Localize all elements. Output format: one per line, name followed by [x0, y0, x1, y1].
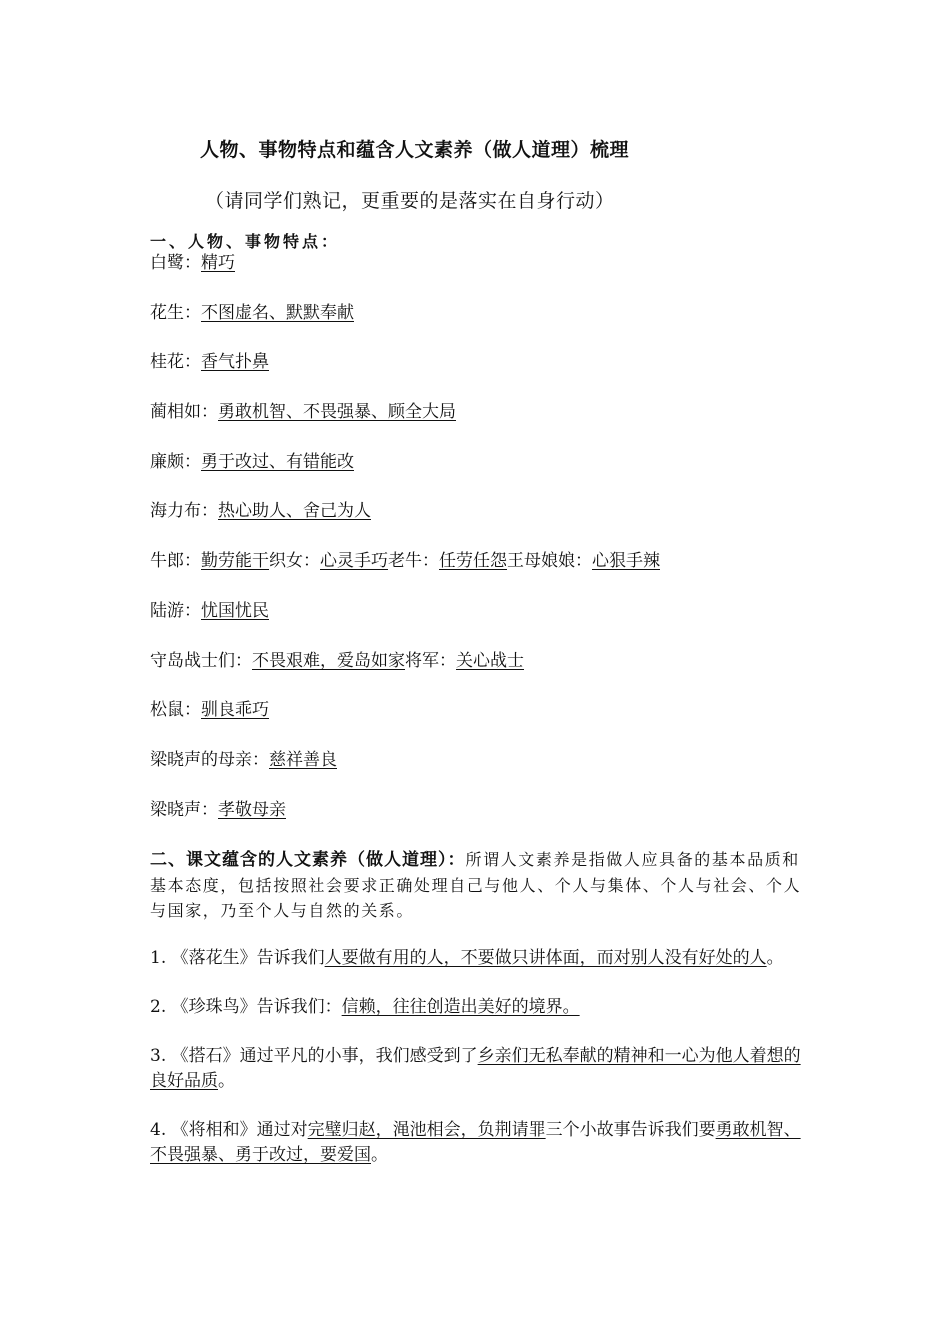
underlined-answer: 人要做有用的人，不要做只讲体面，而对别人没有好处的人	[324, 948, 767, 968]
trait-item	[150, 749, 810, 799]
section2-paragraph	[150, 847, 810, 923]
underlined-answer: 心灵手巧	[320, 551, 388, 572]
underlined-answer: 乡亲们无私奉献的精神和一心为他人着想的良好品质	[150, 1046, 801, 1091]
label-text: 。	[218, 1071, 235, 1091]
trait-item	[150, 699, 810, 749]
label-text: 。	[766, 948, 784, 968]
trait-item	[150, 799, 810, 849]
lesson-item	[150, 946, 810, 971]
underlined-answer: 驯良乖巧	[201, 700, 269, 721]
lesson-item	[150, 1118, 810, 1168]
label-text: 白鹭：	[150, 253, 201, 273]
underlined-answer: 忧国忧民	[201, 600, 269, 621]
underlined-answer: 香气扑鼻	[201, 352, 269, 373]
trait-item	[150, 351, 810, 401]
underlined-answer: 孝敬母亲	[218, 799, 286, 820]
trait-item	[150, 302, 810, 352]
page-subtitle: （请同学们熟记，更重要的是落实在自身行动）	[205, 190, 615, 212]
trait-item	[150, 650, 810, 700]
underlined-answer: 关心战士	[456, 650, 524, 671]
label-text: 松鼠：	[150, 700, 201, 721]
label-text: 将军：	[405, 650, 456, 671]
label-text: 海力布：	[150, 501, 218, 522]
label-text: 三个小故事告诉我们要	[545, 1120, 716, 1140]
label-text: 3. 《搭石》通过平凡的小事，我们感受到了	[150, 1046, 478, 1066]
label-text: 2. 《珍珠鸟》告诉我们：	[150, 997, 342, 1017]
trait-item	[150, 550, 810, 600]
label-text: 老牛：	[388, 551, 439, 572]
label-text: 。	[371, 1145, 388, 1165]
underlined-answer: 勤劳能干	[201, 551, 269, 572]
label-text: 4. 《将相和》通过对	[150, 1120, 308, 1140]
trait-item	[150, 451, 810, 501]
underlined-answer: 精巧	[201, 253, 235, 273]
trait-item	[150, 401, 810, 451]
section1-heading: 一、人物、事物特点：	[150, 232, 341, 251]
label-text: 花生：	[150, 302, 201, 323]
label-text: 牛郎：	[150, 551, 201, 572]
underlined-answer: 勇敢机智、不畏强暴、顾全大局	[218, 402, 456, 423]
label-text: 王母娘娘：	[507, 551, 592, 572]
underlined-answer: 信赖，往往创造出美好的境界。	[341, 997, 580, 1017]
label-text: 守岛战士们：	[150, 650, 252, 671]
character-traits-list	[150, 252, 810, 848]
lessons-list	[150, 946, 810, 1192]
label-text: 陆游：	[150, 600, 201, 621]
section2-intro: 所谓人文素养是指做人应具备的基本品质和基本态度，包括按照社会要求正确处理自己与他人、个人与集体、个人与社会、个人与国家，乃至个人与自然的关系。	[150, 850, 802, 920]
trait-item	[150, 252, 810, 302]
page-title: 人物、事物特点和蕴含人文素养（做人道理）梳理	[200, 139, 630, 161]
section2-heading: 二、课文蕴含的人文素养（做人道理）：	[150, 850, 466, 870]
label-text: 织女：	[269, 551, 320, 572]
underlined-answer: 热心助人、舍己为人	[218, 501, 371, 522]
lesson-item	[150, 1044, 810, 1094]
underlined-answer: 不图虚名、默默奉献	[201, 302, 354, 323]
label-text: 梁晓声：	[150, 799, 218, 820]
underlined-answer: 完璧归赵，渑池相会，负荆请罪	[307, 1120, 546, 1140]
trait-item	[150, 600, 810, 650]
underlined-answer: 不畏艰难，爱岛如家	[252, 650, 405, 671]
underlined-answer: 勇于改过、有错能改	[201, 451, 354, 472]
label-text: 廉颇：	[150, 451, 201, 472]
trait-item	[150, 500, 810, 550]
underlined-answer: 心狠手辣	[592, 551, 660, 572]
underlined-answer: 慈祥善良	[269, 749, 337, 770]
label-text: 梁晓声的母亲：	[150, 749, 269, 770]
label-text: 1. 《落花生》告诉我们	[150, 948, 325, 968]
underlined-answer: 勇敢机智、不畏强暴、勇于改过，要爱国	[150, 1120, 801, 1165]
label-text: 桂花：	[150, 352, 201, 373]
underlined-answer: 任劳任怨	[439, 551, 507, 572]
lesson-item	[150, 995, 810, 1020]
label-text: 蔺相如：	[150, 402, 218, 423]
